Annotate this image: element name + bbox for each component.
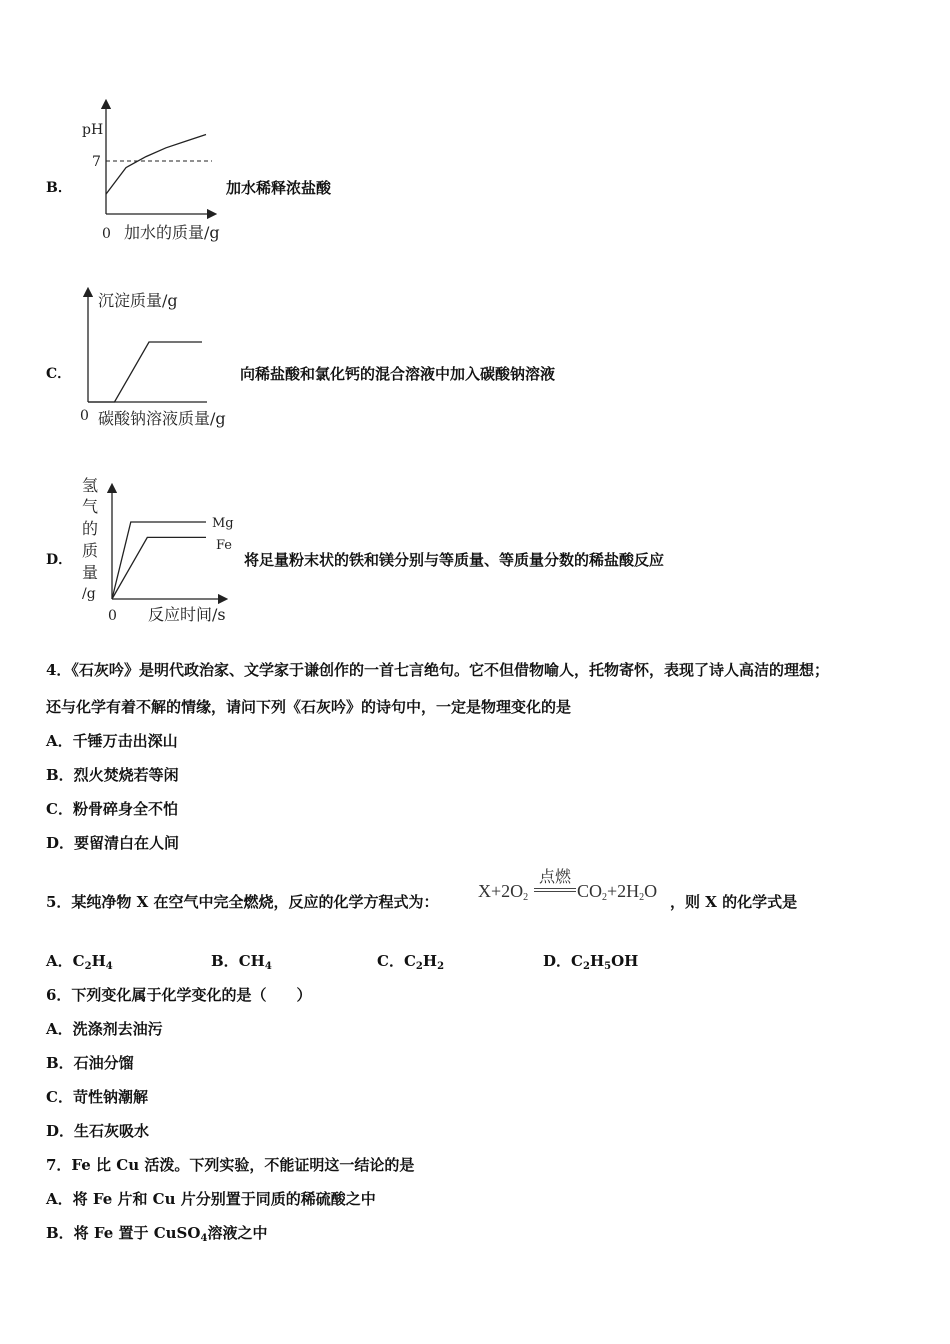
precip-y-label: 沉淀质量/g <box>98 291 178 310</box>
q5-stem-tail: ，则 X 的化学式是 <box>670 893 798 911</box>
ph-origin-label: 0 <box>102 226 111 242</box>
ph-curve <box>106 135 206 195</box>
q7-option-a: A．将 Fe 片和 Cu 片分别置于同质的稀硫酸之中 <box>46 1190 376 1208</box>
q5-option-d: D．$C_2H_5OH$ <box>543 952 639 972</box>
option-d-caption: 将足量粉末状的铁和镁分别与等质量、等质量分数的稀盐酸反应 <box>244 551 665 569</box>
q7-stem: 7．Fe 比 Cu 活泼。下列实验，不能证明这一结论的是 <box>46 1156 415 1174</box>
q5-option-a: A．$C_2H_4$ <box>46 952 113 972</box>
h2-y-label-char: 气 <box>82 497 99 516</box>
precipitate-chart <box>72 284 242 434</box>
h2-x-label: 反应时间/s <box>148 605 226 624</box>
ph-7-label: 7 <box>92 154 101 170</box>
q5-option-c: C．$C_2H_2$ <box>377 952 445 972</box>
q5-equation-right: $CO_2+2H_2O$ <box>577 881 658 903</box>
h2-y-label-char: 氢 <box>82 476 99 495</box>
ph-chart <box>72 98 232 248</box>
q5-condition-label: 点燃 <box>538 869 571 886</box>
ph-y-label: pH <box>82 122 104 138</box>
mg-curve <box>112 522 206 599</box>
q5-stem: 5．某纯净物 X 在空气中完全燃烧，反应的化学方程式为： <box>46 893 439 911</box>
q6-option-a: A．洗涤剂去油污 <box>46 1020 163 1038</box>
q4-stem-line1: 4．《石灰吟》是明代政治家、文学家于谦创作的一首七言绝句。它不但借物喻人，托物寄怀，表现了诗人高洁的理想； <box>46 661 829 679</box>
q4-option-c: C．粉骨碎身全不怕 <box>46 800 178 818</box>
precip-origin-label: 0 <box>80 408 89 424</box>
q6-option-c: C．苛性钠潮解 <box>46 1088 148 1106</box>
option-b-letter: B． <box>46 180 72 196</box>
q4-stem-line2: 还与化学有着不解的情缘，请问下列《石灰吟》的诗句中，一定是物理变化的是 <box>46 698 572 716</box>
q4-option-b: B．烈火焚烧若等闲 <box>46 766 179 784</box>
h2-y-label-char: /g <box>82 586 96 602</box>
precip-x-label: 碳酸钠溶液质量/g <box>98 409 226 428</box>
h2-y-label-char: 的 <box>82 519 99 538</box>
option-c-letter: C． <box>46 366 72 382</box>
q5-option-b: B．$CH_4$ <box>211 952 272 972</box>
fe-label: Fe <box>216 538 233 553</box>
q4-option-d: D．要留清白在人间 <box>46 834 180 852</box>
q5-equation: $X+2O_2$ <box>478 881 529 903</box>
option-c-caption: 向稀盐酸和氯化钙的混合溶液中加入碳酸钠溶液 <box>240 365 556 383</box>
h2-y-label-char: 质 <box>82 541 99 560</box>
q6-stem: 6．下列变化属于化学变化的是（ ） <box>46 986 312 1004</box>
hydrogen-chart <box>78 474 248 630</box>
q5-reaction-condition <box>534 864 576 892</box>
h2-origin-label: 0 <box>108 608 117 624</box>
fe-curve <box>112 537 206 599</box>
ph-x-label: 加水的质量/g <box>124 223 220 242</box>
q4-option-a: A．千锤万击出深山 <box>46 732 178 750</box>
q6-option-d: D．生石灰吸水 <box>46 1122 150 1140</box>
mg-label: Mg <box>212 516 234 531</box>
h2-y-label-char: 量 <box>82 563 99 582</box>
option-d-letter: D． <box>46 552 73 568</box>
q6-option-b: B．石油分馏 <box>46 1054 134 1072</box>
q7-option-b: B．将 Fe 置于 CuSO$_4$溶液之中 <box>46 1224 268 1244</box>
precip-curve <box>88 342 202 402</box>
option-b-caption: 加水稀释浓盐酸 <box>226 179 332 197</box>
